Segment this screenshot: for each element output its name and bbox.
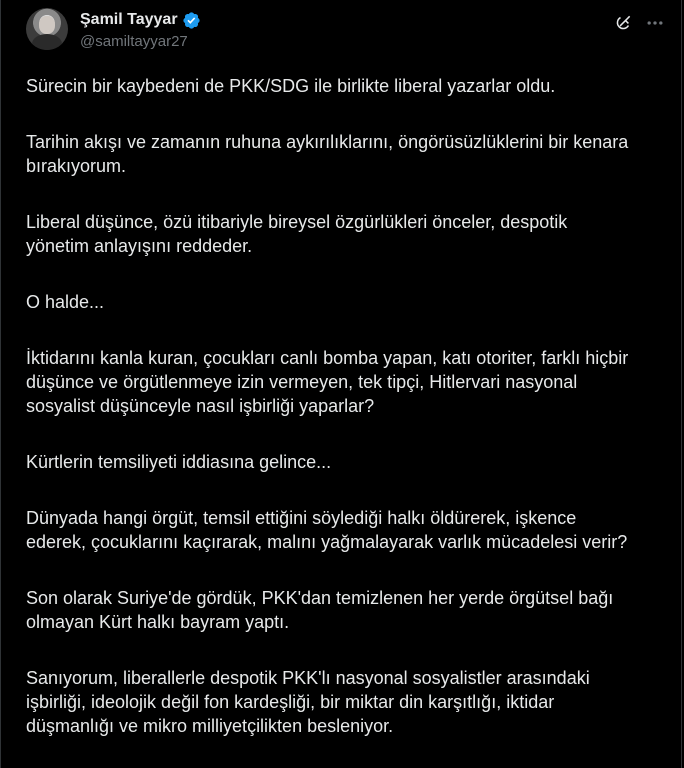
tweet-paragraph: Tarihin akışı ve zamanın ruhuna aykırılıklarını, öngörüsüzlüklerini bir kenara bırakıyorum. [26, 132, 629, 176]
avatar-shoulders [32, 34, 62, 50]
display-name[interactable]: Şamil Tayyar [80, 11, 178, 28]
tweet-paragraph: O halde... [26, 292, 105, 312]
user-handle[interactable]: @samiltayyar27 [80, 33, 188, 50]
avatar-face [39, 16, 55, 34]
name-row [80, 10, 201, 30]
tweet-paragraph: Kürtlerin temsiliyeti iddiasına gelince... [26, 452, 332, 472]
tweet-paragraph: Sanıyorum, liberallerle despotik PKK'lı nasyonal sosyalistler arasındaki işbirliği, ideolojik değil fon kardeşliği, bir miktar din karşıtlığı, iktidar düşmanlığı ve mikro milliyetçilikten besleniyor. [26, 668, 590, 736]
tweet-paragraph: Dünyada hangi örgüt, temsil ettiğini söylediği halkı öldürerek, işkence ederek, çocuklarını kaçırarak, malını yağmalayarak varlık mücadelesi verir? [26, 508, 628, 552]
more-icon[interactable] [644, 12, 666, 34]
tweet-paragraph: Sürecin bir kaybedeni de PKK/SDG ile birlikte liberal yazarlar oldu. [26, 76, 556, 96]
verified-badge-icon [182, 11, 201, 30]
tweet-header [26, 8, 666, 58]
tweet-paragraph: İktidarını kanla kuran, çocukları canlı bomba yapan, katı otoriter, farklı hiçbir düşünce ve örgütlenmeye izin vermeyen, tek tipçi, Hitlervari nasyonal sosyalist düşünceyle nasıl işbirliği yaparlar? [26, 348, 629, 416]
tweet-paragraph: Liberal düşünce, özü itibariyle bireysel özgürlükleri önceler, despotik yönetim anlayışını reddeder. [26, 212, 568, 256]
tweet-text [26, 74, 666, 768]
header-actions [612, 12, 666, 34]
user-avatar[interactable] [26, 8, 68, 50]
grok-icon[interactable] [612, 12, 634, 34]
tweet-paragraph: Son olarak Suriye'de gördük, PKK'dan temizlenen her yerde örgütsel bağı olmayan Kürt halkı bayram yaptı. [26, 588, 614, 632]
